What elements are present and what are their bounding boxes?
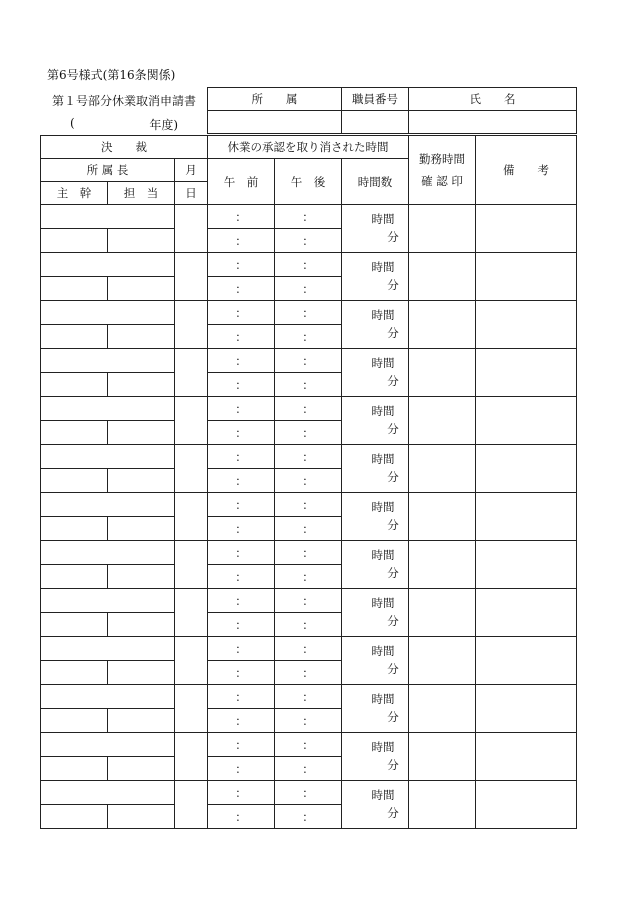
chief-stamp-cell[interactable]: [41, 661, 108, 685]
minutes-label: 分: [387, 757, 399, 772]
morning-start-cell[interactable]: [208, 445, 275, 469]
time-colon: ：: [235, 401, 247, 416]
time-colon: ：: [302, 377, 314, 392]
approval-header: 決 裁: [41, 136, 208, 159]
hours-count-cell[interactable]: [342, 781, 409, 829]
section-chief-cell[interactable]: [41, 541, 175, 565]
hours-label: 時間: [371, 595, 395, 610]
remarks-cell[interactable]: [476, 253, 577, 301]
time-colon: ：: [235, 665, 247, 680]
morning-end-cell[interactable]: [208, 277, 275, 301]
in-charge-stamp-cell[interactable]: [108, 805, 175, 829]
time-colon: ：: [235, 713, 247, 728]
date-cell[interactable]: [175, 733, 208, 781]
entry-row-top: [41, 397, 577, 421]
entry-row-top: [41, 637, 577, 661]
time-colon: ：: [302, 665, 314, 680]
section-chief-cell[interactable]: [41, 493, 175, 517]
afternoon-start-cell[interactable]: [275, 349, 342, 373]
time-colon: ：: [302, 593, 314, 608]
chief-stamp-cell[interactable]: [41, 709, 108, 733]
entry-row-top: [41, 445, 577, 469]
afternoon-start-cell[interactable]: [275, 733, 342, 757]
work-time-confirm-header: [409, 136, 476, 205]
afternoon-end-cell[interactable]: [275, 517, 342, 541]
afternoon-end-cell[interactable]: [275, 805, 342, 829]
chief-header: 主 幹: [41, 182, 108, 205]
time-colon: ：: [235, 617, 247, 632]
morning-end-cell[interactable]: [208, 469, 275, 493]
hours-label: 時間: [371, 259, 395, 274]
in-charge-header: 担 当: [108, 182, 175, 205]
time-colon: ：: [302, 449, 314, 464]
hours-label: 時間: [371, 403, 395, 418]
remarks-cell[interactable]: [476, 349, 577, 397]
time-colon: ：: [302, 425, 314, 440]
employee-number-field[interactable]: [342, 111, 409, 134]
morning-start-cell[interactable]: [208, 781, 275, 805]
chief-stamp-cell[interactable]: [41, 229, 108, 253]
hours-label: 時間: [371, 499, 395, 514]
date-cell[interactable]: [175, 253, 208, 301]
time-colon: ：: [235, 545, 247, 560]
section-chief-cell[interactable]: [41, 349, 175, 373]
afternoon-start-cell[interactable]: [275, 301, 342, 325]
morning-start-cell[interactable]: [208, 301, 275, 325]
section-chief-cell[interactable]: [41, 781, 175, 805]
time-colon: ：: [235, 281, 247, 296]
afternoon-start-cell[interactable]: [275, 781, 342, 805]
minutes-label: 分: [387, 661, 399, 676]
morning-end-cell[interactable]: [208, 421, 275, 445]
section-chief-cell[interactable]: [41, 301, 175, 325]
confirm-stamp-cell[interactable]: [409, 685, 476, 733]
time-colon: ：: [235, 497, 247, 512]
confirm-stamp-cell[interactable]: [409, 781, 476, 829]
time-colon: ：: [235, 233, 247, 248]
time-colon: ：: [235, 809, 247, 824]
hours-count-cell[interactable]: [342, 205, 409, 253]
afternoon-start-cell[interactable]: [275, 685, 342, 709]
hours-label: 時間: [371, 355, 395, 370]
hours-count-cell[interactable]: [342, 685, 409, 733]
entry-row-top: [41, 205, 577, 229]
afternoon-start-cell[interactable]: [275, 397, 342, 421]
minutes-label: 分: [387, 805, 399, 820]
time-colon: ：: [302, 569, 314, 584]
entry-row-top: [41, 589, 577, 613]
morning-end-cell[interactable]: [208, 805, 275, 829]
minutes-label: 分: [387, 325, 399, 340]
morning-end-cell[interactable]: [208, 373, 275, 397]
entry-row-top: [41, 349, 577, 373]
name-field[interactable]: [409, 111, 577, 134]
morning-start-cell[interactable]: [208, 733, 275, 757]
time-colon: ：: [235, 785, 247, 800]
morning-start-cell[interactable]: [208, 589, 275, 613]
minutes-label: 分: [387, 421, 399, 436]
minutes-label: 分: [387, 565, 399, 580]
remarks-cell[interactable]: [476, 205, 577, 253]
time-colon: ：: [302, 353, 314, 368]
section-chief-cell[interactable]: [41, 397, 175, 421]
time-colon: ：: [302, 401, 314, 416]
time-colon: ：: [302, 809, 314, 824]
entry-row-top: [41, 301, 577, 325]
date-cell[interactable]: [175, 637, 208, 685]
date-cell[interactable]: [175, 781, 208, 829]
afternoon-end-cell[interactable]: [275, 373, 342, 397]
time-colon: ：: [235, 689, 247, 704]
time-colon: ：: [302, 737, 314, 752]
morning-start-cell[interactable]: [208, 253, 275, 277]
afternoon-start-cell[interactable]: [275, 205, 342, 229]
hours-label: 時間: [371, 307, 395, 322]
remarks-cell[interactable]: [476, 589, 577, 637]
morning-start-cell[interactable]: [208, 349, 275, 373]
minutes-label: 分: [387, 613, 399, 628]
remarks-cell[interactable]: [476, 301, 577, 349]
time-colon: ：: [235, 329, 247, 344]
hours-count-cell[interactable]: [342, 541, 409, 589]
form-number-label: 第6号様式(第16条関係): [47, 68, 176, 82]
time-colon: ：: [302, 785, 314, 800]
remarks-cell[interactable]: [476, 541, 577, 589]
confirm-stamp-cell[interactable]: [409, 637, 476, 685]
morning-end-cell[interactable]: [208, 517, 275, 541]
afternoon-start-cell[interactable]: [275, 253, 342, 277]
section-chief-cell[interactable]: [41, 733, 175, 757]
minutes-label: 分: [387, 517, 399, 532]
name-header: 氏 名: [409, 88, 577, 111]
hours-count-cell[interactable]: [342, 253, 409, 301]
confirm-stamp-cell[interactable]: [409, 349, 476, 397]
application-table: [40, 135, 577, 829]
section-chief-cell[interactable]: [41, 253, 175, 277]
applicant-header-table: [207, 87, 577, 134]
chief-stamp-cell[interactable]: [41, 373, 108, 397]
morning-end-cell[interactable]: [208, 757, 275, 781]
time-colon: ：: [235, 521, 247, 536]
morning-start-cell[interactable]: [208, 493, 275, 517]
hours-label: 時間: [371, 643, 395, 658]
section-chief-cell[interactable]: [41, 445, 175, 469]
morning-end-cell[interactable]: [208, 709, 275, 733]
time-colon: ：: [302, 305, 314, 320]
hours-label: 時間: [371, 451, 395, 466]
hours-label: 時間: [371, 547, 395, 562]
minutes-label: 分: [387, 277, 399, 292]
section-chief-cell[interactable]: [41, 205, 175, 229]
chief-stamp-cell[interactable]: [41, 613, 108, 637]
time-colon: ：: [302, 761, 314, 776]
date-cell[interactable]: [175, 397, 208, 445]
in-charge-stamp-cell[interactable]: [108, 277, 175, 301]
time-colon: ：: [302, 617, 314, 632]
afternoon-start-cell[interactable]: [275, 445, 342, 469]
work-time-confirm-line2: 確 認 印: [421, 174, 463, 188]
time-colon: ：: [302, 209, 314, 224]
confirm-stamp-cell[interactable]: [409, 541, 476, 589]
time-colon: ：: [302, 521, 314, 536]
time-colon: ：: [235, 425, 247, 440]
time-colon: ：: [302, 329, 314, 344]
section-chief-cell[interactable]: [41, 637, 175, 661]
hours-label: 時間: [371, 787, 395, 802]
entry-row-top: [41, 781, 577, 805]
time-colon: ：: [302, 233, 314, 248]
remarks-cell[interactable]: [476, 685, 577, 733]
work-time-confirm-line1: 勤務時間: [419, 152, 465, 166]
remarks-cell[interactable]: [476, 493, 577, 541]
hours-label: 時間: [371, 691, 395, 706]
minutes-label: 分: [387, 469, 399, 484]
hours-count-cell[interactable]: [342, 349, 409, 397]
afternoon-header: 午 後: [275, 159, 342, 205]
date-cell[interactable]: [175, 589, 208, 637]
in-charge-stamp-cell[interactable]: [108, 661, 175, 685]
minutes-label: 分: [387, 709, 399, 724]
time-colon: ：: [302, 281, 314, 296]
time-colon: ：: [235, 257, 247, 272]
date-cell[interactable]: [175, 349, 208, 397]
entry-row-top: [41, 253, 577, 277]
date-cell[interactable]: [175, 541, 208, 589]
chief-stamp-cell[interactable]: [41, 517, 108, 541]
date-cell[interactable]: [175, 301, 208, 349]
time-colon: ：: [235, 761, 247, 776]
department-field[interactable]: [208, 111, 342, 134]
department-header: 所 属: [208, 88, 342, 111]
morning-end-cell[interactable]: [208, 661, 275, 685]
afternoon-end-cell[interactable]: [275, 469, 342, 493]
entry-row-top: [41, 733, 577, 757]
remarks-cell[interactable]: [476, 733, 577, 781]
morning-end-cell[interactable]: [208, 229, 275, 253]
afternoon-end-cell[interactable]: [275, 661, 342, 685]
in-charge-stamp-cell[interactable]: [108, 229, 175, 253]
confirm-stamp-cell[interactable]: [409, 205, 476, 253]
afternoon-end-cell[interactable]: [275, 325, 342, 349]
in-charge-stamp-cell[interactable]: [108, 757, 175, 781]
hours-count-cell[interactable]: [342, 445, 409, 493]
time-colon: ：: [235, 473, 247, 488]
hours-count-cell[interactable]: [342, 301, 409, 349]
fiscal-year-open: (: [70, 116, 75, 130]
hours-count-cell[interactable]: [342, 397, 409, 445]
chief-stamp-cell[interactable]: [41, 277, 108, 301]
hours-count-cell[interactable]: [342, 493, 409, 541]
in-charge-stamp-cell[interactable]: [108, 325, 175, 349]
in-charge-stamp-cell[interactable]: [108, 565, 175, 589]
date-cell[interactable]: [175, 685, 208, 733]
cancelled-time-header: 休業の承認を取り消された時間: [208, 136, 409, 159]
afternoon-end-cell[interactable]: [275, 421, 342, 445]
entry-row-top: [41, 541, 577, 565]
entry-row-top: [41, 685, 577, 709]
in-charge-stamp-cell[interactable]: [108, 517, 175, 541]
section-chief-cell[interactable]: [41, 685, 175, 709]
time-colon: ：: [235, 641, 247, 656]
hours-count-cell[interactable]: [342, 733, 409, 781]
afternoon-start-cell[interactable]: [275, 637, 342, 661]
time-colon: ：: [235, 569, 247, 584]
month-header: 月: [175, 159, 208, 182]
afternoon-end-cell[interactable]: [275, 229, 342, 253]
remarks-header: 備 考: [476, 136, 577, 205]
morning-end-cell[interactable]: [208, 565, 275, 589]
chief-stamp-cell[interactable]: [41, 757, 108, 781]
morning-start-cell[interactable]: [208, 637, 275, 661]
afternoon-end-cell[interactable]: [275, 613, 342, 637]
confirm-stamp-cell[interactable]: [409, 397, 476, 445]
section-chief-header: 所 属 長: [41, 159, 175, 182]
hours-label: 時間: [371, 211, 395, 226]
section-chief-cell[interactable]: [41, 589, 175, 613]
confirm-stamp-cell[interactable]: [409, 445, 476, 493]
morning-end-cell[interactable]: [208, 325, 275, 349]
time-colon: ：: [235, 353, 247, 368]
hours-count-header: 時間数: [342, 159, 409, 205]
afternoon-end-cell[interactable]: [275, 757, 342, 781]
time-colon: ：: [235, 737, 247, 752]
morning-start-cell[interactable]: [208, 541, 275, 565]
in-charge-stamp-cell[interactable]: [108, 709, 175, 733]
confirm-stamp-cell[interactable]: [409, 253, 476, 301]
morning-start-cell[interactable]: [208, 397, 275, 421]
chief-stamp-cell[interactable]: [41, 421, 108, 445]
hours-label: 時間: [371, 739, 395, 754]
chief-stamp-cell[interactable]: [41, 565, 108, 589]
time-colon: ：: [235, 209, 247, 224]
hours-count-cell[interactable]: [342, 637, 409, 685]
time-colon: ：: [302, 545, 314, 560]
date-cell[interactable]: [175, 205, 208, 253]
morning-header: 午 前: [208, 159, 275, 205]
confirm-stamp-cell[interactable]: [409, 301, 476, 349]
form-title: 第１号部分休業取消申請書: [52, 94, 197, 108]
confirm-stamp-cell[interactable]: [409, 733, 476, 781]
time-colon: ：: [235, 593, 247, 608]
time-colon: ：: [302, 689, 314, 704]
chief-stamp-cell[interactable]: [41, 469, 108, 493]
afternoon-start-cell[interactable]: [275, 493, 342, 517]
afternoon-start-cell[interactable]: [275, 589, 342, 613]
afternoon-end-cell[interactable]: [275, 709, 342, 733]
date-cell[interactable]: [175, 493, 208, 541]
morning-start-cell[interactable]: [208, 205, 275, 229]
remarks-cell[interactable]: [476, 397, 577, 445]
entry-row-top: [41, 493, 577, 517]
morning-end-cell[interactable]: [208, 613, 275, 637]
afternoon-start-cell[interactable]: [275, 541, 342, 565]
in-charge-stamp-cell[interactable]: [108, 421, 175, 445]
time-colon: ：: [235, 449, 247, 464]
morning-start-cell[interactable]: [208, 685, 275, 709]
day-header: 日: [175, 182, 208, 205]
chief-stamp-cell[interactable]: [41, 805, 108, 829]
hours-count-cell[interactable]: [342, 589, 409, 637]
in-charge-stamp-cell[interactable]: [108, 613, 175, 637]
time-colon: ：: [235, 377, 247, 392]
minutes-label: 分: [387, 373, 399, 388]
in-charge-stamp-cell[interactable]: [108, 469, 175, 493]
remarks-cell[interactable]: [476, 637, 577, 685]
afternoon-end-cell[interactable]: [275, 277, 342, 301]
afternoon-end-cell[interactable]: [275, 565, 342, 589]
date-cell[interactable]: [175, 445, 208, 493]
confirm-stamp-cell[interactable]: [409, 493, 476, 541]
time-colon: ：: [235, 305, 247, 320]
time-colon: ：: [302, 713, 314, 728]
employee-number-header: 職員番号: [342, 88, 409, 111]
remarks-cell[interactable]: [476, 445, 577, 493]
time-colon: ：: [302, 641, 314, 656]
time-colon: ：: [302, 473, 314, 488]
chief-stamp-cell[interactable]: [41, 325, 108, 349]
remarks-cell[interactable]: [476, 781, 577, 829]
confirm-stamp-cell[interactable]: [409, 589, 476, 637]
time-colon: ：: [302, 257, 314, 272]
in-charge-stamp-cell[interactable]: [108, 373, 175, 397]
minutes-label: 分: [387, 229, 399, 244]
time-colon: ：: [302, 497, 314, 512]
fiscal-year-label: 年度): [149, 118, 178, 132]
